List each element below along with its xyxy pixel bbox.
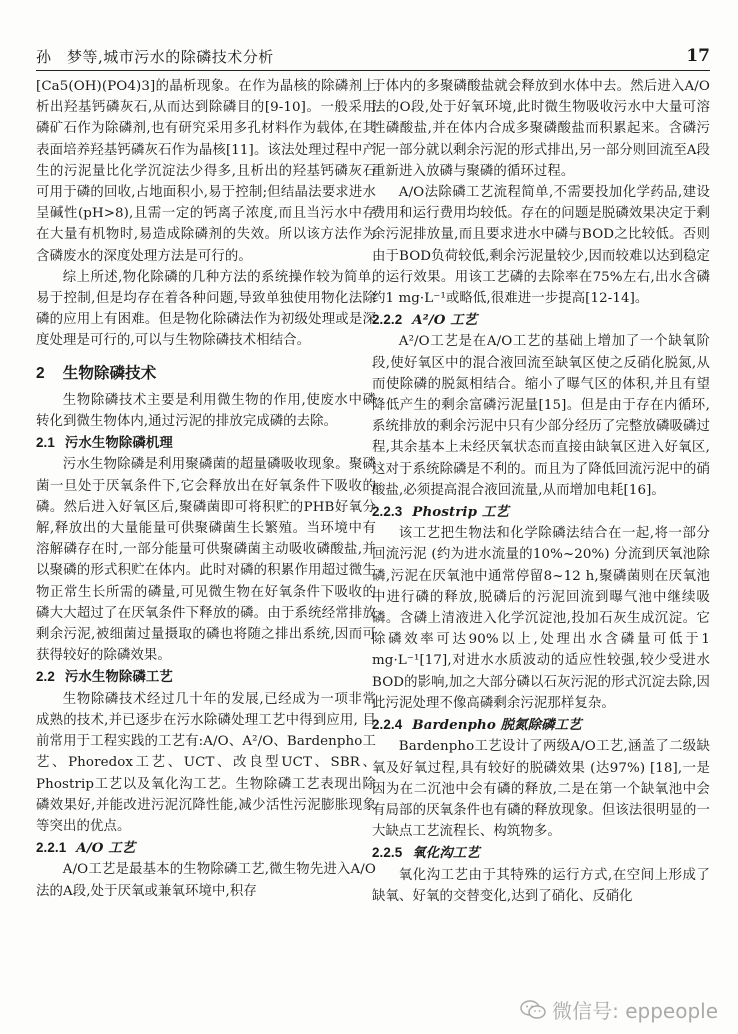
subsubsection-title: Phostrip 工艺 <box>412 504 509 521</box>
watermark <box>520 995 718 1024</box>
subsubsection-heading <box>372 501 710 523</box>
subsubsection-title: 氧化沟工艺 <box>412 845 480 862</box>
subsubsection-number: 2.2.3 <box>372 504 403 520</box>
subsection-number: 2.2 <box>36 669 55 685</box>
paragraph: 综上所述,物化除磷的几种方法的系统操作较为简单,易于控制,但是均存在着各种问题,导致单独使用物化法除磷的应用上有困难。但是物化除磷法作为初级处理或是深度处理是可行的,可以与生物除磷技术相结合。 <box>36 269 376 349</box>
section-heading <box>36 362 376 384</box>
paragraph: 生物除磷技术经过几十年的发展,已经成为一项非常成熟的技术,并已逐步在污水除磷处理工艺中得到应用, 目前常用于工程实践的工艺有:A/O、A²/O、Bardenpho工艺、Phoredox工艺、UCT、改良型UCT、SBR、Phostrip工艺以及氧化沟工艺。生物除磷工艺表现出除磷效果好,并能改进污泥沉降性能,减少活性污泥膨胀现象等突出的优点。 <box>36 691 376 834</box>
subsection-heading <box>36 666 376 688</box>
subsubsection-heading <box>36 837 376 859</box>
subsection-title: 污水生物除磷机理 <box>64 435 173 452</box>
subsection-heading <box>36 432 376 454</box>
section-title: 生物除磷技术 <box>62 362 157 382</box>
paragraph: A/O工艺是最基本的生物除磷工艺,微生物先进入A/O法的A段,处于厌氧或兼氧环境中,积存 <box>36 862 376 899</box>
running-header: 孙 梦等,城市污水的除磷技术分析 <box>36 48 274 66</box>
paragraph: A²/O工艺是在A/O工艺的基础上增加了一个缺氧阶段,使好氧区中的混合液回流至缺氧区使之反硝化脱氮,从而使除磷的脱氮相结合。缩小了曝气区的体积,并且有望降低产生的剩余富磷污泥量[15]。但是由于存在内循环,系统排放的剩余污泥中只有少部分经历了完整放磷吸磷过程,其余基本上未经厌氧状态而直接由缺氧区进入好氧区,这对于系统除磷是不利的。而且为了降低回流污泥中的硝酸盐,必须提高混合液回流量,从而增加电耗[16]。 <box>372 334 710 498</box>
paragraph: 污水生物除磷是利用聚磷菌的超量磷吸收现象。聚磷菌一旦处于厌氧条件下,它会释放出在好氧条件下吸收的磷。然后进入好氧区后,聚磷菌即可将积贮的PHB好氧分解,释放出的大量能量可供聚磷菌生长繁殖。当环境中有溶解磷存在时,一部分能量可供聚磷菌主动吸收磷酸盐,并以聚磷的形式积贮在体内。此时对磷的积累作用超过微生物正常生长所需的磷量,可见微生物在好氧条件下吸收的磷大大超过了在厌氧条件下释放的磷。由于系统经常排放剩余污泥,被细菌过量摄取的磷也将随之排出系统,因而可获得较好的除磷效果。 <box>36 457 376 664</box>
paragraph: Bardenpho工艺设计了两级A/O工艺,涵盖了二级缺氧及好氧过程,具有较好的脱磷效果 (达97%) [18],一是因为在二沉池中会有磷的释放,二是在第一个缺氧池中会有局部的厌氧条件也有磷的释放现象。但该法很明显的一大缺点工艺流程长、构筑物多。 <box>372 739 710 840</box>
subsubsection-heading <box>372 714 710 736</box>
subsection-title: 污水生物除磷工艺 <box>64 669 173 686</box>
page-number: 17 <box>686 46 710 66</box>
subsubsection-heading <box>372 842 710 864</box>
paragraph: 于体内的多聚磷酸盐就会释放到水体中去。然后进入A/O法的O段,处于好氧环境,此时微生物吸收污水中大量可溶性磷酸盐,并在体内合成多聚磷酸盐而积累起来。含磷污泥一部分就以剩余污泥的形式排出,另一部分则回流至A段重新进入放磷与聚磷的循环过程。 <box>372 79 710 179</box>
wechat-icon <box>520 1000 546 1020</box>
subsection-number: 2.1 <box>36 435 55 451</box>
subsubsection-heading <box>372 309 710 331</box>
subsubsection-title: Bardenpho 脱氮除磷工艺 <box>412 717 582 734</box>
paragraph: 生物除磷技术主要是利用微生物的作用,使废水中磷转化到微生物体内,通过污泥的排放完成磷的去除。 <box>36 392 376 430</box>
paragraph: 该工艺把生物法和化学除磷法结合在一起,将一部分回流污泥 (约为进水流量的10%~20%) 分流到厌氧池除磷,污泥在厌氧池中通常停留8~12 h,聚磷菌则在厌氧池中进行磷的释放,脱磷后的污泥回流到曝气池中继续吸磷。含磷上清液进入化学沉淀池,投加石灰生成沉淀。它除磷效率可达90%以上,处理出水含磷量可低于1 mg·L⁻¹[17],对进水水质波动的适应性较强,较少受进水BOD的影响,加之大部分磷以石灰污泥的形式沉淀去除,因此污泥处理不像高磷剩余污泥那样复杂。 <box>372 526 710 711</box>
subsubsection-title: A/O 工艺 <box>76 840 136 857</box>
right-column <box>372 76 710 907</box>
section-number: 2 <box>36 364 45 382</box>
subsubsection-title: A²/O 工艺 <box>412 312 478 329</box>
left-column <box>36 76 376 902</box>
paragraph: A/O法除磷工艺流程简单,不需要投加化学药品,建设费用和运行费用均较低。存在的问题是脱磷效果决定于剩余污泥排放量,而且要求进水中磷与BOD之比较低。否则由于BOD负荷较低,剩余污泥量较少,因而较难以达到稳定的运行效果。用该工艺磷的去除率在75%左右,出水含磷约1 mg·L⁻¹或略低,很难进一步提高[12-14]。 <box>372 185 710 307</box>
subsubsection-number: 2.2.1 <box>36 840 67 856</box>
paragraph: 氧化沟工艺由于其特殊的运行方式,在空间上形成了缺氧、好氧的交替变化,达到了硝化、反硝化 <box>372 867 710 904</box>
header-rule <box>36 70 710 71</box>
paragraph: [Ca5(OH)(PO4)3]的晶析现象。在作为晶核的除磷剂上析出羟基钙磷灰石,从而达到除磷目的[9-10]。一般采用磷矿石作为除磷剂,也有研究采用多孔材料作为载体,在其表面培养羟基钙磷灰石作为晶核[11]。该法处理过程中产生的污泥量比化学沉淀法少得多,且析出的羟基钙磷灰石可用于磷的回收,占地面积小,易于控制;但结晶法要求进水呈碱性(pH>8),且需一定的钙离子浓度,而且当污水中存在大量有机物时,易造成除磷剂的失效。所以该方法作为含磷废水的深度处理方法是可行的。 <box>36 79 376 264</box>
subsubsection-number: 2.2.5 <box>372 845 403 861</box>
watermark-text: 微信号: eppeople <box>552 999 718 1023</box>
subsubsection-number: 2.2.4 <box>372 717 403 733</box>
subsubsection-number: 2.2.2 <box>372 312 403 328</box>
